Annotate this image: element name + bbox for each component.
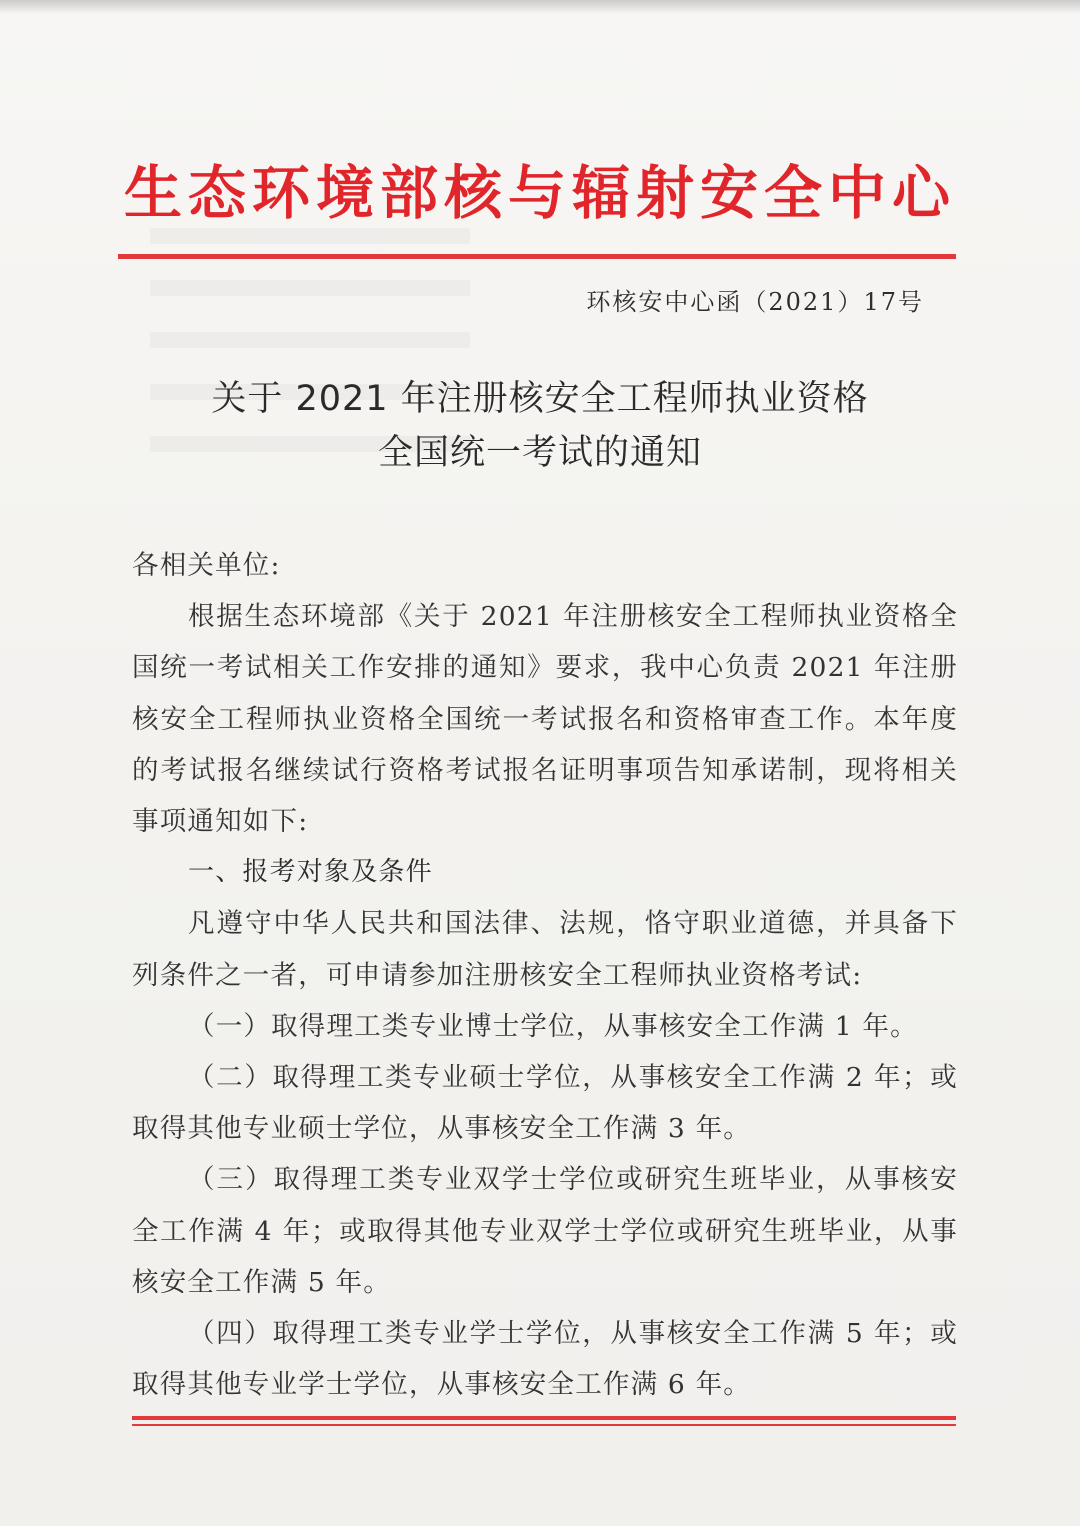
title-line-1: 关于 2021 年注册核安全工程师执业资格 [211, 379, 869, 419]
condition-item: （四）取得理工类专业学士学位，从事核安全工作满 5 年；或取得其他专业学士学位，从事核安全工作满 6 年。 [132, 1318, 958, 1401]
condition-item: （三）取得理工类专业双学士学位或研究生班毕业，从事核安全工作满 4 年；或取得其他专业双学士学位或研究生班毕业，从事核安全工作满 5 年。 [132, 1164, 958, 1298]
notice-title [120, 372, 960, 480]
condition-item: （二）取得理工类专业硕士学位，从事核安全工作满 2 年；或取得其他专业硕士学位，从事核安全工作满 3 年。 [132, 1062, 958, 1145]
document-number: 环核安中心函（2021）17号 [586, 288, 924, 316]
section-heading: 一、报考对象及条件 [188, 857, 433, 888]
red-rule-bottom-thin [132, 1424, 956, 1426]
organization-masthead: 生态环境部核与辐射安全中心 [123, 159, 956, 227]
red-rule-top [118, 254, 956, 259]
intro-paragraph: 根据生态环境部《关于 2021 年注册核安全工程师执业资格全国统一考试相关工作安排的通知》要求，我中心负责 2021 年注册核安全工程师执业资格全国统一考试报名和资格审查工作。本年度的考试报名继续试行资格考试报名证明事项告知承诺制，现将相关事项通知如下: [132, 601, 958, 838]
condition-item: （一）取得理工类专业博士学位，从事核安全工作满 1 年。 [188, 1010, 918, 1042]
red-rule-bottom [132, 1416, 956, 1420]
salutation: 各相关单位: [132, 550, 281, 581]
title-line-2: 全国统一考试的通知 [377, 433, 702, 473]
notice-body [132, 540, 958, 1410]
section-paragraph: 凡遵守中华人民共和国法律、法规，恪守职业道德，并具备下列条件之一者，可申请参加注册核安全工程师执业资格考试: [132, 908, 958, 991]
scan-shadow [0, 0, 1080, 14]
